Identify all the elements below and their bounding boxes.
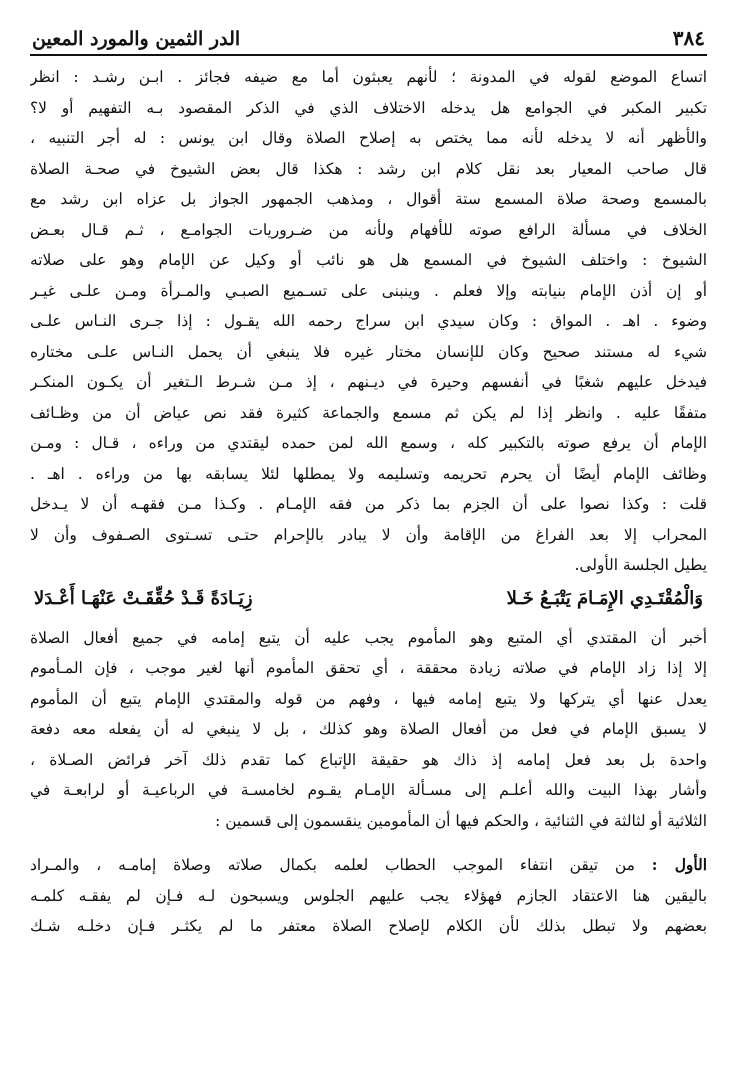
commentary-paragraph-1 bbox=[30, 62, 707, 581]
text-line: فيدخل عليهم شغبًا في أنفسهم وحيرة في ديـنهم ، إذ مـن شـرط الـتغير أن يكـون المنكـر bbox=[30, 373, 707, 391]
text-line bbox=[30, 850, 707, 881]
text-line: الثلاثية أو لثالثة في الثنائية ، والحكم فيها أن المأمومين ينقسمون إلى قسمين : bbox=[215, 811, 707, 830]
text-line: أخبر أن المقتدي أي المتبع وهو المأموم يجب عليه أن يتبع إمامه في جميع أفعال الصلاة bbox=[30, 628, 707, 647]
text-line: وظائف الإمام أيضًا أن يحرم تحريمه وتسليمه ولا يمطلها لئلا يسابقه بها من وراءه . اهـ . bbox=[30, 464, 707, 483]
text-line: وأشار بهذا البيت والله أعلـم إلى مسـألة الإمـام يقـوم لخامسـة في الرباعيـة أو لرابعـة في bbox=[30, 781, 707, 799]
text-line: وضوء . اهـ . المواق : وكان سيدي ابن سراج رحمه الله يقـول : إذا جـرى النـاس علـى bbox=[30, 312, 707, 330]
text-line: يطيل الجلسة الأولى. bbox=[574, 556, 707, 574]
text-line: الخلاف في مسألة الرافع صوته للأفهام ولأنه من ضـروريات الجوامـع ، ثـم قـال بعـض bbox=[30, 220, 707, 239]
text-line: لا يسبق الإمام في فعل من أفعال الصلاة وهو كذلك ، بل لا ينبغي له أن يفعله معه دفعة bbox=[30, 720, 707, 738]
page-number: ٣٨٤ bbox=[672, 26, 705, 50]
text-line: بالمسمع وصحة صلاة المسمع ستة أقوال ، ومذهب الجمهور الجواز بل عزاه ابن رشد مع bbox=[30, 190, 707, 208]
page-body bbox=[30, 62, 707, 942]
poem-verse bbox=[30, 581, 707, 617]
commentary-paragraph-3 bbox=[30, 850, 707, 942]
text-line: قال صاحب المعيار بعد نقل كلام ابن رشد : هكذا قال بعض الشيوخ في صحـة الصلاة bbox=[30, 159, 707, 178]
verse-first-hemistich: وَالْمُقْتَـدِي الإِمَـامَ يَتْبَـعُ خَـلا bbox=[506, 587, 703, 609]
text-line: بعضهم ولا تبطل بذلك لأن الكلام لإصلاح الصلاة معتفر ما لم يكثـر فـإن دخلـه شـك bbox=[30, 917, 707, 935]
text-line: شيء له مستند صحيح وكان للإنسان مختار غيره فلا ينبغي أن يحمل النـاس علـى مختاره bbox=[30, 342, 707, 361]
section-label: الأول : bbox=[651, 856, 707, 874]
text-line: الإمام أن يرفع صوته بالتكبير كله ، وسمع الله لمن حمده ليقتدي من وراءه ، قـال : ومـن bbox=[30, 434, 707, 452]
text-line: والأظهر أنه لا يدخله لأنه مما يختص به إصلاح الصلاة وقال ابن يونس : له أجر التنبيه ، bbox=[30, 129, 707, 147]
text-line: الشيوخ : واختلف الشيوخ في المسمع هل هو نائب أو وكيل عن الإمام وهو على صلاته bbox=[30, 251, 707, 269]
text-line: يعدل عنها أي يتركها ولا يتبع إمامه فيها ، وفهم من قوله والمقتدي الإمام يتبع أن المأموم bbox=[30, 689, 707, 708]
text-line: واحدة بل بعد فعل إمامه إذ ذاك هو حقيقة الإتباع كما تقدم ذلك آخر فرائض الصـلاة ، bbox=[30, 750, 707, 769]
text-line: قلت : وكذا نصوا على أن الجزم بما ذكر من فقه الإمـام . وكـذا مـن فقهـه أن لا يـدخل bbox=[30, 495, 707, 513]
text-line: المحراب إلا بعد الفراغ من الإقامة وأن لا يبادر بالإحرام حتـى تسـتوى الصـفوف وأن لا bbox=[30, 525, 707, 544]
verse-second-hemistich: زِيَـادَةً قَـدْ حُقِّقَـتْ عَنْهَـا أَعْـدَلا bbox=[34, 587, 253, 609]
text-line: متفقًا عليه . وانظر إذا لم يكن ثم مسمع والجماعة كثيرة فقد نص عياض أن من وظـائف bbox=[30, 403, 707, 422]
text-line: تكبير المكبر في الجوامع هل يدخله الاختلاف الذي في الذكر المقصود بـه التفهيم أو لا؟ bbox=[30, 98, 707, 117]
commentary-paragraph-2 bbox=[30, 623, 707, 837]
running-header bbox=[30, 22, 707, 56]
text-line: باليقين هنا الاعتقاد الجازم فهؤلاء يجب عليهم الجلوس ويسبحون لـه فـإن لم يفقـه كلمـه bbox=[30, 886, 707, 905]
book-title: الدر الثمين والمورد المعين bbox=[32, 28, 241, 50]
text-line: أو إن أذن الإمام بنيابته وإلا فعلم . وينبنى على تسـميع الصبـي والمـرأة ومـن علـى غيـر bbox=[30, 281, 707, 300]
text-line: اتساع الموضع لقوله في المدونة ؛ لأنهم يعبثون أما مع ضيفه فجائز . ابـن رشـد : انظر bbox=[30, 68, 707, 86]
text-line-rest: من تيقن انتفاء الموجب الحطاب لعلمه بكمال صلاته وصلاة إمامـه ، والمـراد bbox=[30, 856, 652, 874]
text-line: إلا إذا زاد الإمام في صلاته زيادة محققة ، أي تحقق المأموم أنها لغير موجب ، فإن المـأموم bbox=[30, 659, 707, 677]
